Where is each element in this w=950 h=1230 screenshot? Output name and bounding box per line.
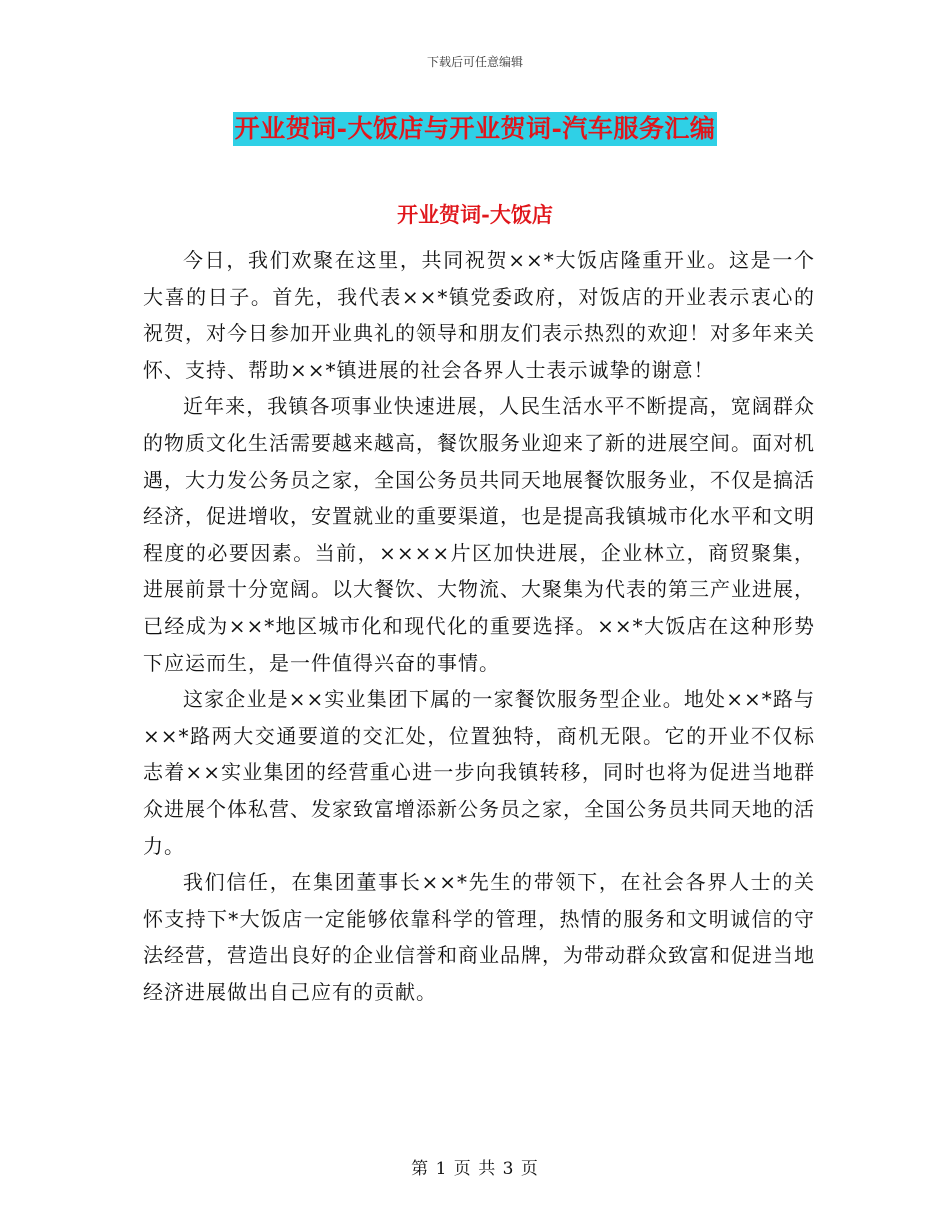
paragraph-3: 这家企业是××实业集团下属的一家餐饮服务型企业。地处××*路与××*路两大交通要道的交汇处，位置独特，商机无限。它的开业不仅标志着××实业集团的经营重心进一步向我镇转移，同时也将为促进当地群众进展个体私营、发家致富增添新公务员之家，全国公务员共同天地的活力。 — [143, 687, 815, 858]
header-note: 下载后可任意编辑 — [426, 55, 523, 69]
paragraph-4: 我们信任，在集团董事长××*先生的带领下，在社会各界人士的关怀支持下*大饭店一定能够依靠科学的管理，热情的服务和文明诚信的守法经营，营造出良好的企业信誉和商业品牌，为带动群众致富和促进当地经济进展做出自己应有的贡献。 — [143, 870, 815, 1004]
page-number-footer: 第 1 页 共 3 页 — [411, 1159, 539, 1179]
section-title: 开业贺词-大饭店 — [397, 202, 553, 227]
body-text — [143, 242, 815, 1010]
paragraph-1: 今日，我们欢聚在这里，共同祝贺××*大饭店隆重开业。这是一个大喜的日子。首先，我代表××*镇党委政府，对饭店的开业表示衷心的祝贺，对今日参加开业典礼的领导和朋友们表示热烈的欢迎！对多年来关怀、支持、帮助××*镇进展的社会各界人士表示诚挚的谢意！ — [143, 248, 815, 382]
document-title: 开业贺词-大饭店与开业贺词-汽车服务汇编 — [233, 112, 718, 146]
paragraph-2: 近年来，我镇各项事业快速进展，人民生活水平不断提高，宽阔群众的物质文化生活需要越来越高，餐饮服务业迎来了新的进展空间。面对机遇，大力发公务员之家，全国公务员共同天地展餐饮服务业，不仅是搞活经济，促进增收，安置就业的重要渠道，也是提高我镇城市化水平和文明程度的必要因素。当前，××××片区加快进展，企业林立，商贸聚集，进展前景十分宽阔。以大餐饮、大物流、大聚集为代表的第三产业进展，已经成为××*地区城市化和现代化的重要选择。××*大饭店在这种形势下应运而生，是一件值得兴奋的事情。 — [143, 394, 815, 675]
document-title-container — [0, 112, 950, 146]
